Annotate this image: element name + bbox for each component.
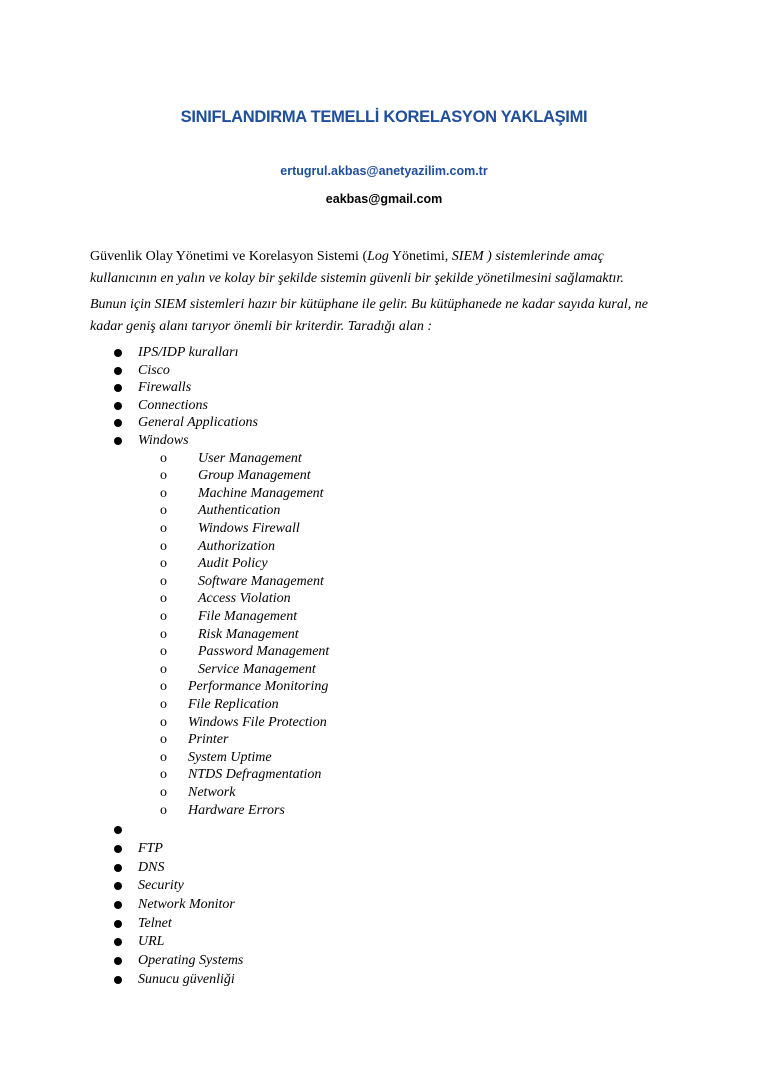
intro-text-3: Yönetimi, — [388, 249, 452, 264]
circle-bullet-icon: o — [160, 521, 167, 536]
sub-list-item-label: Service Management — [198, 661, 316, 677]
bullet-icon — [114, 402, 122, 410]
circle-bullet-icon: o — [160, 468, 167, 484]
sub-list-item-label: File Replication — [188, 697, 279, 712]
page-title: SINIFLANDIRMA TEMELLİ KORELASYON YAKLAŞIMI — [180, 108, 588, 126]
scope-text-2: kadar geniş alanı tarıyor önemli bir kriterdir. Taradığı alan : — [90, 319, 432, 334]
bullet-icon — [114, 826, 122, 834]
bullet-icon — [114, 920, 122, 928]
sub-list-item-label: System Uptime — [188, 749, 272, 765]
circle-bullet-icon: o — [160, 609, 167, 624]
sub-list-item-label: Authorization — [198, 538, 276, 554]
bullet-icon — [114, 384, 122, 392]
list-item-label: Windows — [138, 433, 189, 448]
bullet-icon — [114, 901, 122, 909]
list-item-label: IPS/IDP kuralları — [138, 345, 239, 360]
circle-bullet-icon: o — [160, 556, 167, 572]
circle-bullet-icon: o — [160, 785, 167, 800]
sub-list-item-label: Network — [188, 785, 236, 800]
bullet-icon — [114, 938, 122, 946]
list-item-label: Sunucu güvenliği — [138, 971, 235, 987]
bullet-icon — [114, 864, 122, 872]
list-item-label: Security — [138, 878, 184, 894]
intro-paragraph — [90, 246, 690, 290]
circle-bullet-icon: o — [160, 485, 167, 501]
sub-list-item-label: File Management — [198, 609, 298, 624]
circle-bullet-icon: o — [160, 679, 167, 695]
circle-bullet-icon: o — [160, 661, 167, 677]
list-item-label: Telnet — [138, 915, 172, 931]
sub-list-item-label: Risk Management — [198, 626, 299, 642]
list-item-label: Cisco — [138, 362, 170, 378]
sub-list-item-label: NTDS Defragmentation — [188, 767, 322, 783]
sub-list-item-label: User Management — [198, 450, 302, 466]
intro-text-5: kullanıcının en yalın ve kolay bir şekilde sistemin güvenli bir şekilde yönetilmesini sağlamaktır. — [90, 271, 624, 286]
bullet-icon — [114, 957, 122, 965]
sub-list-item-label: Group Management — [198, 468, 311, 484]
list-item-label: Network Monitor — [138, 897, 235, 912]
sub-list-item-label: Authentication — [198, 503, 281, 519]
bullet-icon — [114, 349, 122, 357]
primary-email-text[interactable]: ertugrul.akbas@anetyazilim.com.tr — [280, 164, 488, 178]
list-item-label: FTP — [138, 840, 163, 856]
circle-bullet-icon: o — [160, 749, 167, 765]
list-item-label: Connections — [138, 397, 208, 413]
circle-bullet-icon: o — [160, 802, 167, 818]
scope-paragraph — [90, 294, 690, 338]
circle-bullet-icon: o — [160, 573, 167, 589]
circle-bullet-icon: o — [160, 591, 167, 607]
intro-text-2: Log — [367, 249, 389, 264]
circle-bullet-icon: o — [160, 697, 167, 712]
sub-list-item-label: Password Management — [198, 644, 330, 660]
sub-list-item-label: Windows Firewall — [198, 521, 300, 536]
intro-text-1: Güvenlik Olay Yönetimi ve Korelasyon Sistemi ( — [90, 249, 368, 264]
circle-bullet-icon: o — [160, 450, 167, 466]
bullet-icon — [114, 367, 122, 375]
list-item-label: Firewalls — [138, 380, 192, 396]
list-item-label: Operating Systems — [138, 953, 244, 969]
sub-list-item-label: Hardware Errors — [188, 802, 285, 818]
sub-list-item-label: Performance Monitoring — [188, 679, 329, 695]
bullet-icon — [114, 437, 122, 445]
secondary-email — [0, 192, 768, 206]
list-item-label: DNS — [138, 859, 165, 875]
sub-list-item-label: Access Violation — [198, 591, 291, 607]
sub-list-item-label: Windows File Protection — [188, 714, 327, 730]
circle-bullet-icon: o — [160, 714, 167, 730]
scope-text-1: Bunun için SIEM sistemleri hazır bir kütüphane ile gelir. Bu kütüphanede ne kadar sayıda kural, ne — [90, 297, 648, 312]
bullet-icon — [114, 882, 122, 890]
list-item-label: URL — [138, 934, 165, 950]
circle-bullet-icon: o — [160, 538, 167, 554]
circle-bullet-icon: o — [160, 503, 167, 519]
bullet-icon — [114, 419, 122, 427]
circle-bullet-icon: o — [160, 767, 167, 783]
sub-list-item-label: Software Management — [198, 573, 324, 589]
bullet-icon — [114, 976, 122, 984]
circle-bullet-icon: o — [160, 732, 167, 748]
bullet-icon — [114, 845, 122, 853]
circle-bullet-icon: o — [160, 644, 167, 660]
list-item-label: General Applications — [138, 415, 258, 431]
sub-list-item-label: Printer — [188, 732, 229, 748]
sub-list-item-label: Audit Policy — [198, 556, 268, 572]
sub-list-item-label: Machine Management — [198, 485, 324, 501]
secondary-email-text: eakbas@gmail.com — [325, 192, 443, 206]
intro-text-4: SIEM ) sistemlerinde amaç — [451, 249, 604, 264]
primary-email-link[interactable] — [0, 164, 768, 178]
circle-bullet-icon: o — [160, 626, 167, 642]
